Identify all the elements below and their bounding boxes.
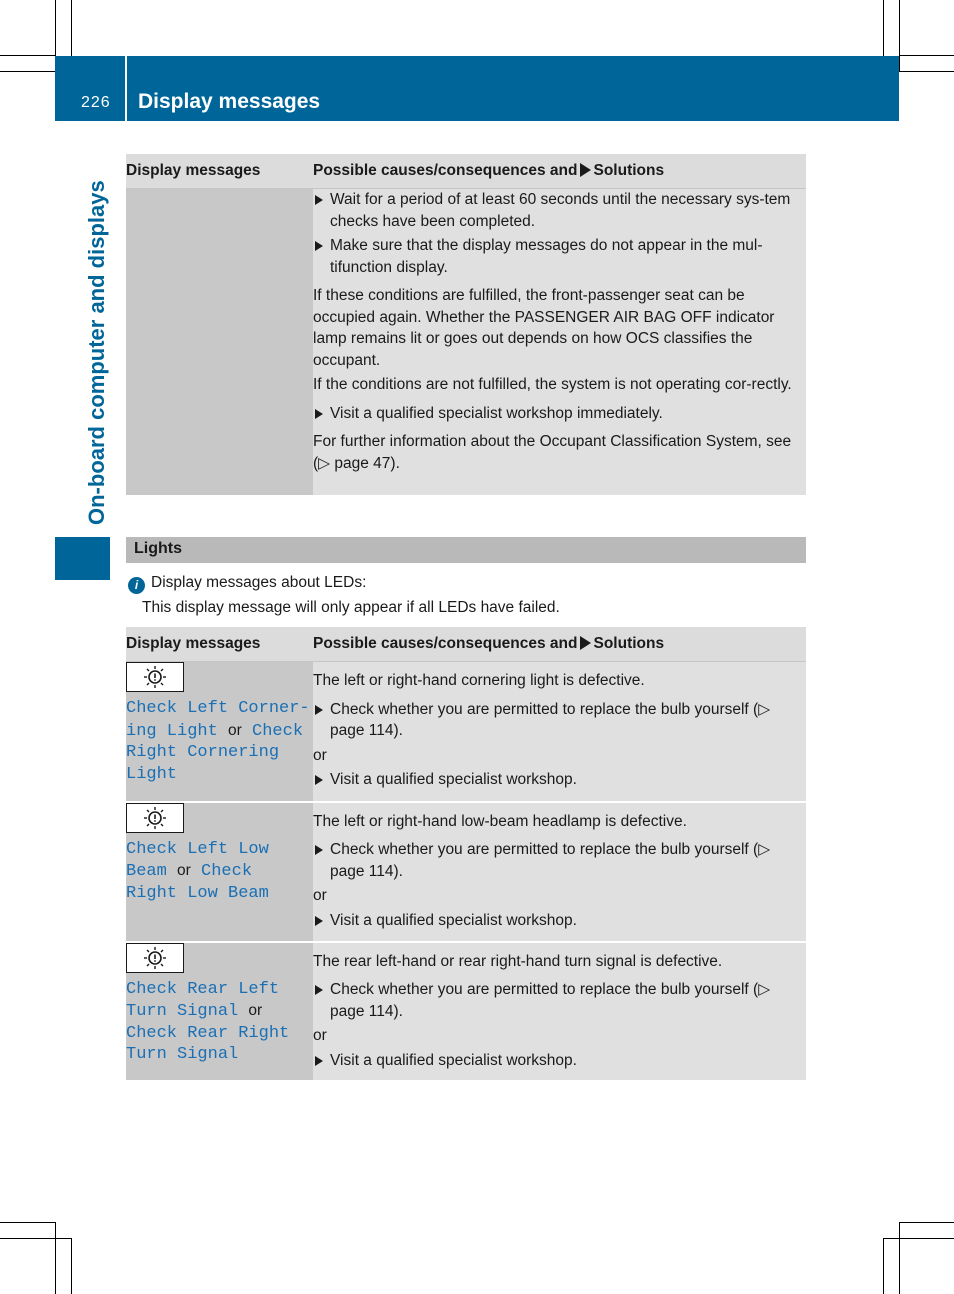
bulb-warning-icon [126,662,184,692]
column-header-display-messages: Display messages [126,154,313,189]
display-message-cell [126,942,313,1081]
crop-mark [899,55,954,56]
column-header-causes-solutions: Possible causes/consequences and Solutions [313,154,806,189]
table-row [126,662,806,802]
step-arrow-icon [315,985,323,995]
list-item: Check whether you are permitted to replace the bulb yourself (▷ page 114). [313,699,806,742]
display-message-text: Check Left Low Beam or Check Right Low Beam [126,839,269,903]
crop-mark [883,1238,954,1239]
step-arrow-icon [315,775,323,785]
bulb-warning-icon [126,943,184,973]
solutions-arrow-icon [580,636,591,650]
or-text: or [313,887,327,904]
info-note-detail: This display message will only appear if all LEDs have failed. [142,599,560,616]
bulb-warning-icon [126,803,184,833]
step-arrow-icon [315,1056,323,1066]
list-item: Make sure that the display messages do not appear in the mul-tifunction display. [313,235,806,278]
list-item: Visit a qualified specialist workshop. [313,910,806,932]
crop-mark [899,1222,954,1223]
section-heading-bar [126,537,806,563]
display-messages-table-continued [126,154,806,497]
crop-mark [71,0,72,56]
crop-mark [899,0,900,72]
column-header-display-messages: Display messages [126,627,313,662]
lights-display-messages-table [126,627,806,1082]
paragraph: For further information about the Occupant Classification System, see (▷ page 47). [313,433,792,472]
info-note: i Display messages about LEDs: [126,572,366,594]
solutions-cell [313,189,806,496]
cause-text: The left or right-hand cornering light is defective. [313,672,645,689]
or-text: or [313,1027,327,1044]
chapter-tab-marker [55,537,110,580]
solutions-cell [313,942,806,1081]
cause-text: The left or right-hand low-beam headlamp is defective. [313,812,687,830]
step-arrow-icon [315,845,323,855]
crop-mark [899,71,954,72]
step-arrow-icon [315,409,323,419]
table-row [126,189,806,496]
solutions-cell [313,802,806,942]
crop-mark [0,71,56,72]
list-item: Wait for a period of at least 60 seconds until the necessary sys-tem checks have been completed. [313,189,806,232]
step-arrow-icon [315,705,323,715]
solutions-arrow-icon [580,163,591,177]
list-item: Visit a qualified specialist workshop. [313,1050,806,1072]
paragraph: If these conditions are fulfilled, the front-passenger seat can be occupied again. Whether the PASSENGER AIR BAG OFF indicator lamp remains lit or goes out depends on how OCS classifies the occupant. [313,287,775,369]
section-title: Lights [134,540,182,557]
list-item: Check whether you are permitted to replace the bulb yourself (▷ page 114). [313,979,806,1022]
crop-mark [55,1222,56,1294]
list-item: Visit a qualified specialist workshop immediately. [313,403,806,425]
display-message-text: Check Rear Left Turn Signal or Check Rear Right Turn Signal [126,979,290,1064]
list-item: Visit a qualified specialist workshop. [313,769,806,791]
header-divider [125,56,127,121]
display-message-text: Check Left Corner- ing Light or Check Right Cornering Light [126,699,310,784]
step-arrow-icon [315,241,323,251]
crop-mark [71,1238,72,1294]
crop-mark [899,1222,900,1294]
page-title: Display messages [138,90,321,113]
paragraph: If the conditions are not fulfilled, the system is not operating cor-rectly. [313,376,792,393]
solutions-cell [313,662,806,802]
display-message-cell-empty [126,189,313,496]
chapter-side-title: On-board computer and displays [84,180,109,525]
table-row [126,942,806,1081]
cause-text: The rear left-hand or rear right-hand turn signal is defective. [313,952,723,970]
crop-mark [0,55,56,56]
info-icon: i [128,577,145,594]
step-arrow-icon [315,195,323,205]
display-message-cell [126,802,313,942]
step-arrow-icon [315,916,323,926]
crop-mark [0,1238,72,1239]
display-message-cell [126,662,313,802]
column-header-causes-solutions: Possible causes/consequences and Solutions [313,627,806,662]
crop-mark [0,1222,56,1223]
list-item: Check whether you are permitted to replace the bulb yourself (▷ page 114). [313,839,806,882]
table-row [126,802,806,942]
page-header [55,56,899,121]
crop-mark [883,0,884,56]
crop-mark [883,1238,884,1294]
page-number: 226 [81,94,111,111]
or-text: or [313,746,327,764]
